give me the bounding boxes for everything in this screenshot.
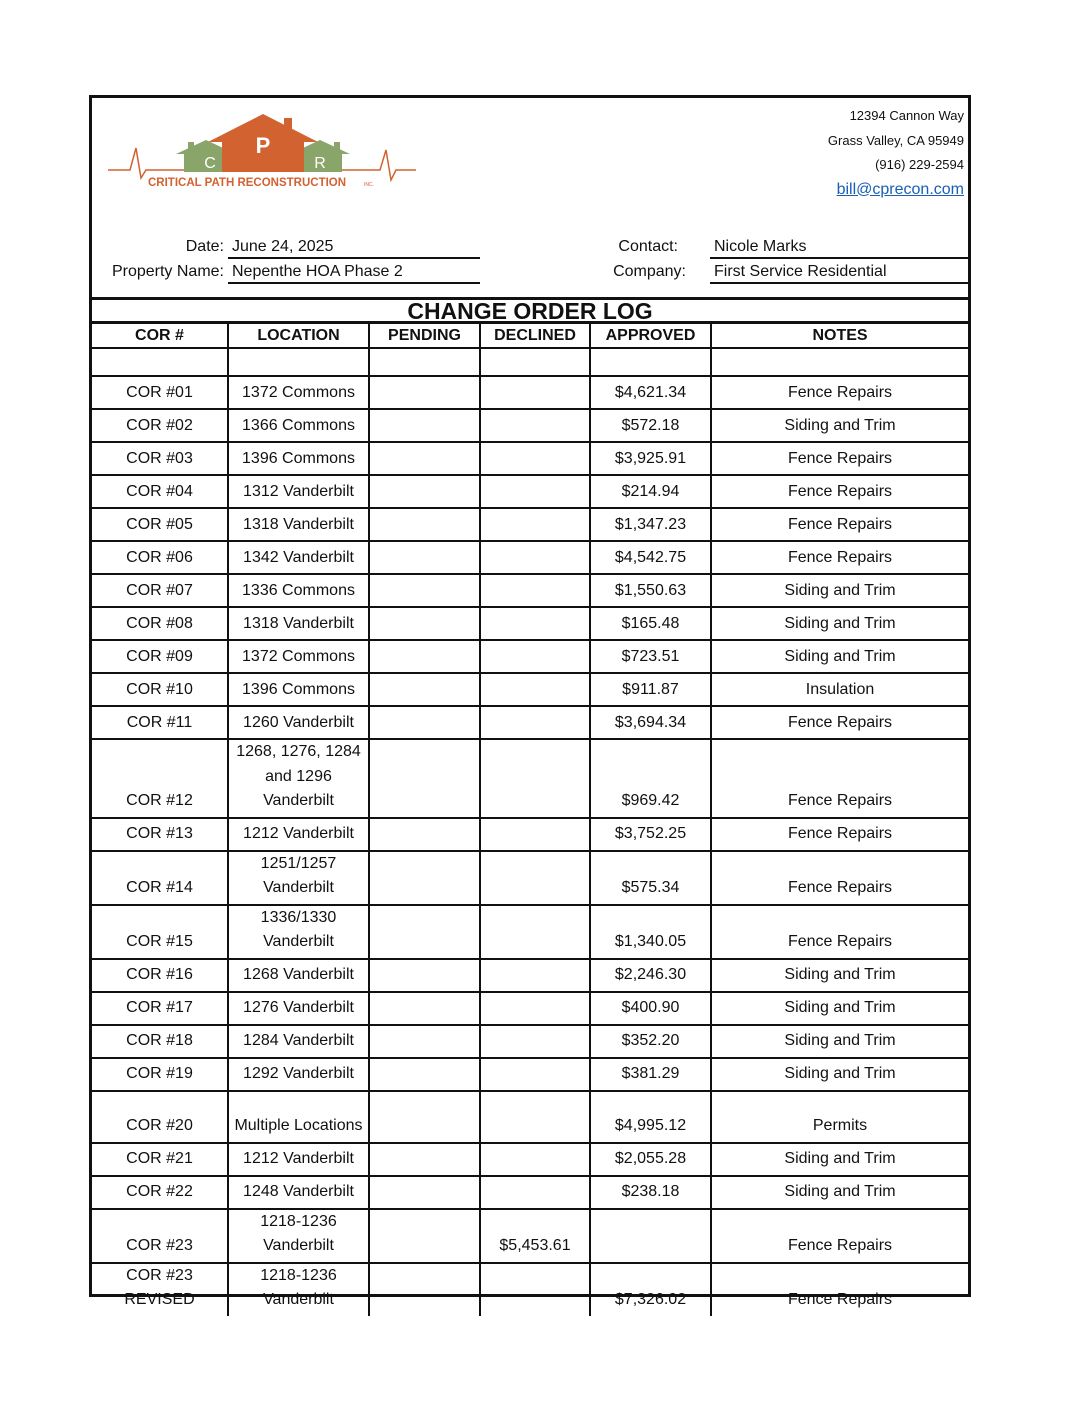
approved-cell: $1,340.05 xyxy=(590,905,711,959)
declined-cell xyxy=(480,905,590,959)
table-row xyxy=(92,1209,968,1263)
notes-cell: Siding and Trim xyxy=(711,607,968,640)
location-cell: 1218-1236 Vanderbilt xyxy=(228,1263,369,1316)
location-cell: 1276 Vanderbilt xyxy=(228,992,369,1025)
title-bar xyxy=(92,297,968,324)
cor-cell: COR #07 xyxy=(92,574,228,607)
approved-cell: $2,246.30 xyxy=(590,959,711,992)
company-logo xyxy=(108,108,418,200)
approved-cell: $1,347.23 xyxy=(590,508,711,541)
declined-cell xyxy=(480,959,590,992)
cor-cell: COR #02 xyxy=(92,409,228,442)
pending-cell xyxy=(369,673,480,706)
property-name-value: Nepenthe HOA Phase 2 xyxy=(228,260,480,284)
location-cell: 1268 Vanderbilt xyxy=(228,959,369,992)
date-value: June 24, 2025 xyxy=(228,235,480,259)
table-row xyxy=(92,475,968,508)
cor-cell: COR #20 xyxy=(92,1091,228,1143)
cor-cell: COR #04 xyxy=(92,475,228,508)
page-title: CHANGE ORDER LOG xyxy=(407,298,653,324)
table-row xyxy=(92,508,968,541)
notes-cell: Siding and Trim xyxy=(711,1025,968,1058)
location-cell: 1248 Vanderbilt xyxy=(228,1176,369,1209)
table-row xyxy=(92,905,968,959)
cor-cell: COR #13 xyxy=(92,818,228,851)
property-name-label: Property Name: xyxy=(111,263,224,280)
cor-cell: COR #14 xyxy=(92,851,228,905)
approved-cell: $165.48 xyxy=(590,607,711,640)
cor-cell: COR #06 xyxy=(92,541,228,574)
logo-letter-r: R xyxy=(314,155,326,172)
contact-label: Contact: xyxy=(618,238,678,255)
pending-cell xyxy=(369,739,480,818)
cor-cell: COR #03 xyxy=(92,442,228,475)
notes-cell: Fence Repairs xyxy=(711,376,968,409)
location-cell: 1260 Vanderbilt xyxy=(228,706,369,739)
table-row xyxy=(92,706,968,739)
location-cell: 1212 Vanderbilt xyxy=(228,1143,369,1176)
cor-cell: COR #08 xyxy=(92,607,228,640)
pending-cell xyxy=(369,607,480,640)
pending-cell xyxy=(369,706,480,739)
declined-cell xyxy=(480,1176,590,1209)
declined-cell xyxy=(480,1263,590,1316)
col-header-cor: COR # xyxy=(92,323,228,348)
declined-cell xyxy=(480,1025,590,1058)
table-row xyxy=(92,442,968,475)
approved-cell xyxy=(590,1209,711,1263)
contact-value: Nicole Marks xyxy=(710,235,968,259)
address-line-1: 12394 Cannon Way xyxy=(849,108,964,123)
logo-company-suffix: INC. xyxy=(364,182,374,188)
pending-cell xyxy=(369,1091,480,1143)
declined-cell: $5,453.61 xyxy=(480,1209,590,1263)
location-cell: 1318 Vanderbilt xyxy=(228,607,369,640)
declined-cell xyxy=(480,851,590,905)
approved-cell: $572.18 xyxy=(590,409,711,442)
table-row xyxy=(92,673,968,706)
table-row xyxy=(92,818,968,851)
notes-cell: Fence Repairs xyxy=(711,818,968,851)
location-cell: 1292 Vanderbilt xyxy=(228,1058,369,1091)
location-cell: 1366 Commons xyxy=(228,409,369,442)
declined-cell xyxy=(480,508,590,541)
cor-cell: COR #16 xyxy=(92,959,228,992)
cor-cell: COR #09 xyxy=(92,640,228,673)
table-row xyxy=(92,1091,968,1143)
approved-cell: $238.18 xyxy=(590,1176,711,1209)
spacer-cell xyxy=(92,348,228,376)
location-cell: 1396 Commons xyxy=(228,442,369,475)
pending-cell xyxy=(369,992,480,1025)
pending-cell xyxy=(369,1025,480,1058)
notes-cell: Fence Repairs xyxy=(711,1209,968,1263)
location-cell: 1251/1257 Vanderbilt xyxy=(228,851,369,905)
cor-cell: COR #10 xyxy=(92,673,228,706)
approved-cell: $1,550.63 xyxy=(590,574,711,607)
cor-cell: COR #19 xyxy=(92,1058,228,1091)
cor-cell: COR #11 xyxy=(92,706,228,739)
cor-cell: COR #23 xyxy=(92,1209,228,1263)
company-phone: (916) 229-2594 xyxy=(875,157,964,172)
notes-cell: Siding and Trim xyxy=(711,959,968,992)
declined-cell xyxy=(480,607,590,640)
location-cell: 1218-1236 Vanderbilt xyxy=(228,1209,369,1263)
approved-cell: $3,694.34 xyxy=(590,706,711,739)
notes-cell: Fence Repairs xyxy=(711,541,968,574)
approved-cell: $3,925.91 xyxy=(590,442,711,475)
approved-cell: $2,055.28 xyxy=(590,1143,711,1176)
company-value: First Service Residential xyxy=(710,260,968,284)
spacer-cell xyxy=(711,348,968,376)
table-row xyxy=(92,1058,968,1091)
location-cell: 1372 Commons xyxy=(228,376,369,409)
notes-cell: Fence Repairs xyxy=(711,442,968,475)
declined-cell xyxy=(480,1091,590,1143)
pending-cell xyxy=(369,508,480,541)
table-row xyxy=(92,1176,968,1209)
pending-cell xyxy=(369,442,480,475)
table-row xyxy=(92,607,968,640)
spacer-cell xyxy=(480,348,590,376)
approved-cell: $352.20 xyxy=(590,1025,711,1058)
notes-cell: Fence Repairs xyxy=(711,475,968,508)
approved-cell: $3,752.25 xyxy=(590,818,711,851)
notes-cell: Siding and Trim xyxy=(711,409,968,442)
cor-cell: COR #01 xyxy=(92,376,228,409)
col-header-location: LOCATION xyxy=(228,323,369,348)
table-header-row xyxy=(92,323,968,348)
cor-cell: COR #23 REVISED xyxy=(92,1263,228,1316)
cor-cell: COR #05 xyxy=(92,508,228,541)
company-address xyxy=(828,104,964,202)
table-row xyxy=(92,992,968,1025)
cor-cell: COR #21 xyxy=(92,1143,228,1176)
table-row xyxy=(92,959,968,992)
logo-heartbeat-line-right xyxy=(338,150,416,180)
table-row xyxy=(92,376,968,409)
declined-cell xyxy=(480,992,590,1025)
change-order-table xyxy=(92,322,968,1316)
table-spacer-row xyxy=(92,348,968,376)
approved-cell: $7,326.02 xyxy=(590,1263,711,1316)
notes-cell: Siding and Trim xyxy=(711,574,968,607)
location-cell: 1284 Vanderbilt xyxy=(228,1025,369,1058)
approved-cell: $4,995.12 xyxy=(590,1091,711,1143)
location-cell: 1212 Vanderbilt xyxy=(228,818,369,851)
table-row xyxy=(92,1143,968,1176)
declined-cell xyxy=(480,442,590,475)
location-cell: 1312 Vanderbilt xyxy=(228,475,369,508)
spacer-cell xyxy=(590,348,711,376)
approved-cell: $4,621.34 xyxy=(590,376,711,409)
declined-cell xyxy=(480,1143,590,1176)
table-row xyxy=(92,739,968,818)
pending-cell xyxy=(369,640,480,673)
table-row xyxy=(92,851,968,905)
declined-cell xyxy=(480,673,590,706)
pending-cell xyxy=(369,1058,480,1091)
notes-cell: Permits xyxy=(711,1091,968,1143)
pending-cell xyxy=(369,905,480,959)
declined-cell xyxy=(480,739,590,818)
pending-cell xyxy=(369,959,480,992)
address-line-2: Grass Valley, CA 95949 xyxy=(827,132,964,148)
pending-cell xyxy=(369,818,480,851)
notes-cell: Siding and Trim xyxy=(711,1058,968,1091)
approved-cell: $911.87 xyxy=(590,673,711,706)
pending-cell xyxy=(369,1263,480,1316)
approved-cell: $381.29 xyxy=(590,1058,711,1091)
location-cell: 1396 Commons xyxy=(228,673,369,706)
pending-cell xyxy=(369,541,480,574)
declined-cell xyxy=(480,1058,590,1091)
col-header-declined: DECLINED xyxy=(480,323,590,348)
pending-cell xyxy=(369,851,480,905)
approved-cell: $4,542.75 xyxy=(590,541,711,574)
logo-company-name: CRITICAL PATH RECONSTRUCTION xyxy=(148,177,347,189)
company-label: Company: xyxy=(613,263,686,280)
notes-cell: Siding and Trim xyxy=(711,1176,968,1209)
table-body xyxy=(92,348,968,1316)
cor-cell: COR #22 xyxy=(92,1176,228,1209)
company-email-link[interactable]: bill@cprecon.com xyxy=(836,180,964,198)
declined-cell xyxy=(480,640,590,673)
notes-cell: Fence Repairs xyxy=(711,851,968,905)
table-row xyxy=(92,541,968,574)
declined-cell xyxy=(480,541,590,574)
approved-cell: $969.42 xyxy=(590,739,711,818)
col-header-pending: PENDING xyxy=(369,323,480,348)
pending-cell xyxy=(369,574,480,607)
notes-cell: Fence Repairs xyxy=(711,905,968,959)
cor-cell: COR #17 xyxy=(92,992,228,1025)
notes-cell: Insulation xyxy=(711,673,968,706)
notes-cell: Fence Repairs xyxy=(711,739,968,818)
table-row xyxy=(92,1025,968,1058)
pending-cell xyxy=(369,1143,480,1176)
location-cell: 1336 Commons xyxy=(228,574,369,607)
table-row xyxy=(92,1263,968,1316)
logo-letter-c: C xyxy=(204,155,216,172)
declined-cell xyxy=(480,818,590,851)
location-cell: 1268, 1276, 1284 and 1296 Vanderbilt xyxy=(228,739,369,818)
location-cell: 1372 Commons xyxy=(228,640,369,673)
declined-cell xyxy=(480,574,590,607)
spacer-cell xyxy=(228,348,369,376)
col-header-approved: APPROVED xyxy=(590,323,711,348)
declined-cell xyxy=(480,376,590,409)
approved-cell: $214.94 xyxy=(590,475,711,508)
cor-cell: COR #18 xyxy=(92,1025,228,1058)
notes-cell: Siding and Trim xyxy=(711,640,968,673)
declined-cell xyxy=(480,475,590,508)
table-row xyxy=(92,640,968,673)
pending-cell xyxy=(369,1209,480,1263)
col-header-notes: NOTES xyxy=(711,323,968,348)
date-label: Date: xyxy=(185,238,224,255)
notes-cell: Fence Repairs xyxy=(711,706,968,739)
location-cell: 1342 Vanderbilt xyxy=(228,541,369,574)
notes-cell: Siding and Trim xyxy=(711,1143,968,1176)
approved-cell: $723.51 xyxy=(590,640,711,673)
notes-cell: Fence Repairs xyxy=(711,1263,968,1316)
location-cell: 1336/1330 Vanderbilt xyxy=(228,905,369,959)
change-order-sheet xyxy=(89,95,971,1308)
spacer-cell xyxy=(369,348,480,376)
declined-cell xyxy=(480,409,590,442)
table-row xyxy=(92,409,968,442)
cor-cell: COR #15 xyxy=(92,905,228,959)
declined-cell xyxy=(480,706,590,739)
pending-cell xyxy=(369,475,480,508)
pending-cell xyxy=(369,376,480,409)
location-cell: 1318 Vanderbilt xyxy=(228,508,369,541)
approved-cell: $400.90 xyxy=(590,992,711,1025)
location-cell: Multiple Locations xyxy=(228,1091,369,1143)
notes-cell: Fence Repairs xyxy=(711,508,968,541)
pending-cell xyxy=(369,1176,480,1209)
approved-cell: $575.34 xyxy=(590,851,711,905)
notes-cell: Siding and Trim xyxy=(711,992,968,1025)
cor-cell: COR #12 xyxy=(92,739,228,818)
table-row xyxy=(92,574,968,607)
logo-letter-p: P xyxy=(255,133,271,158)
pending-cell xyxy=(369,409,480,442)
